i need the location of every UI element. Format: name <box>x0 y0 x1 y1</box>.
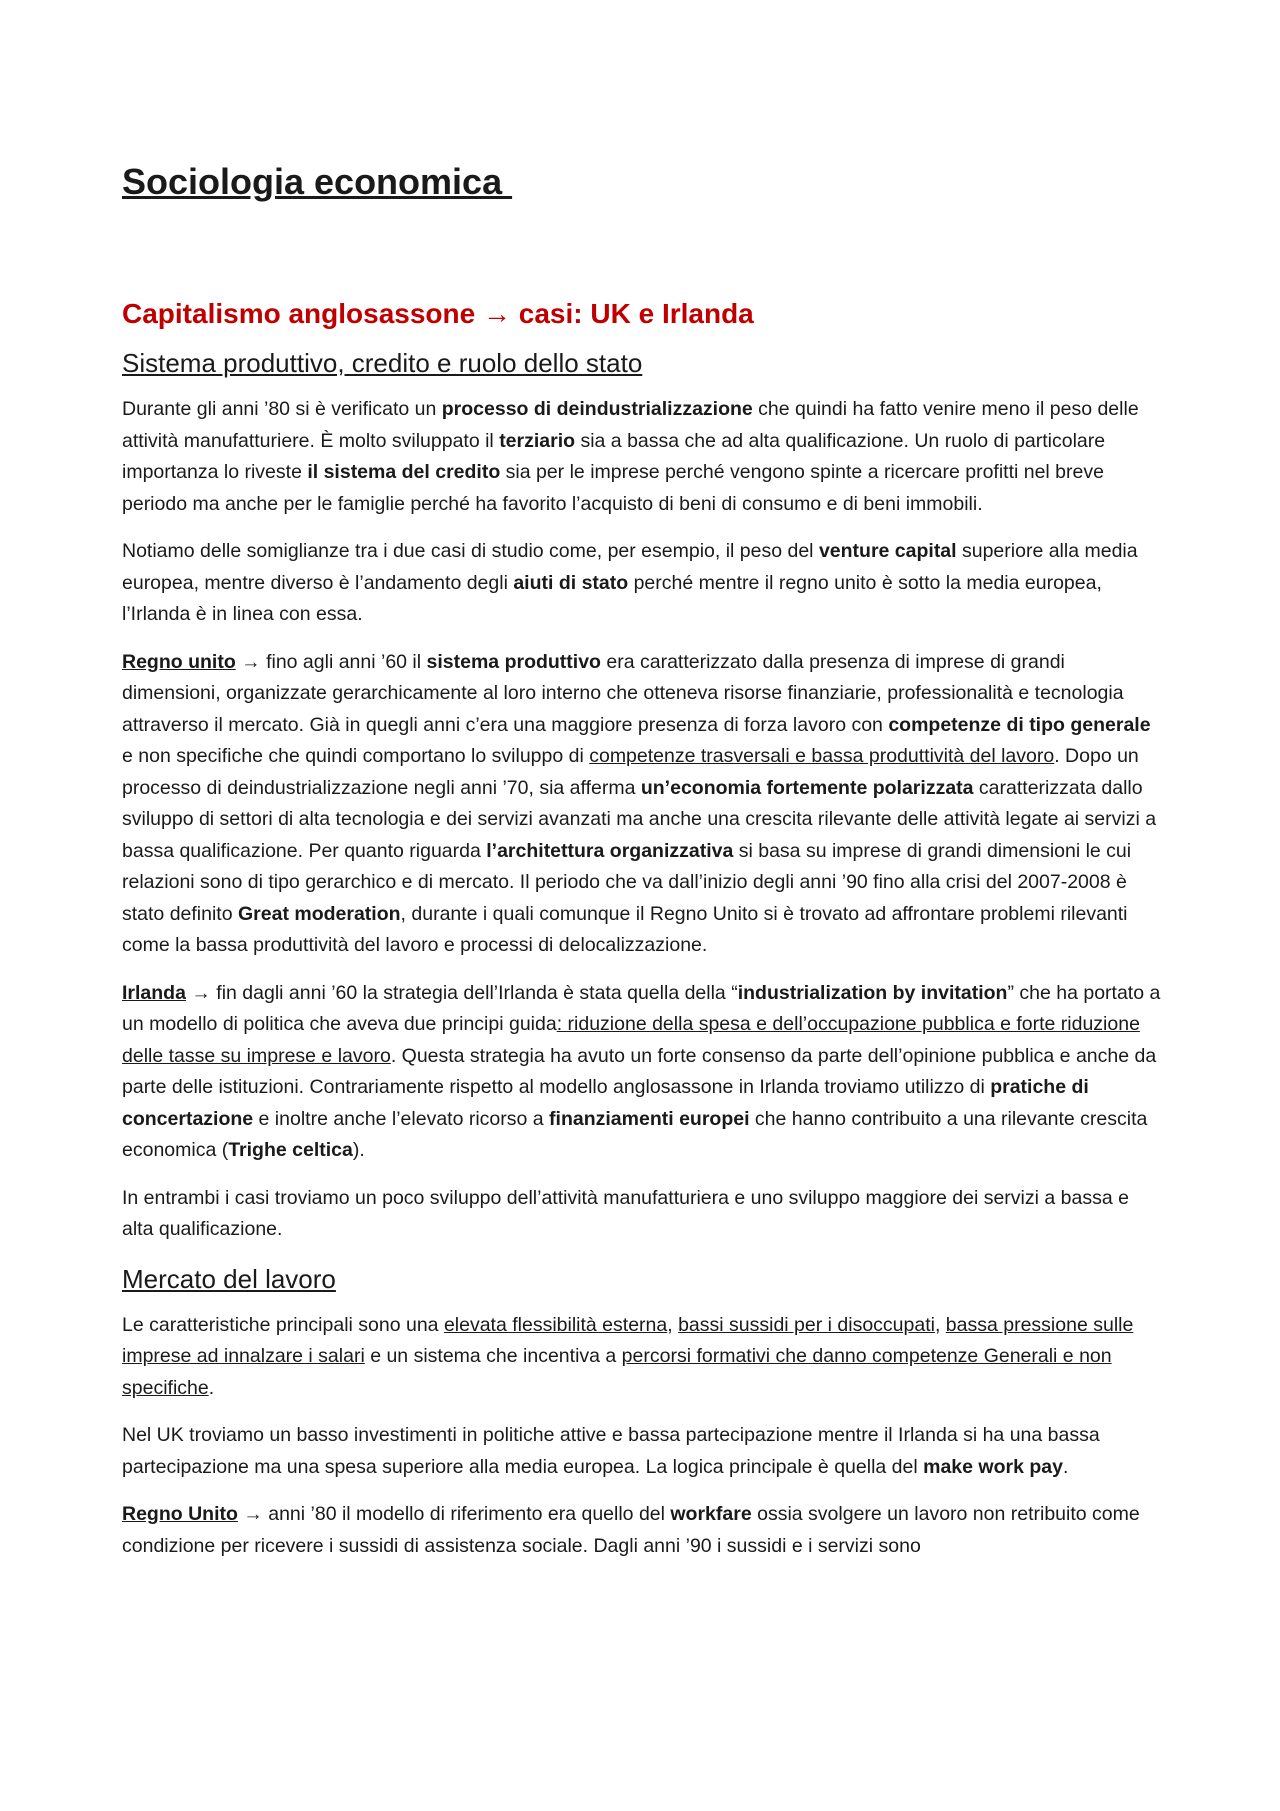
text-run: che quindi ha fatto venire meno il peso delle attività manufatturiere. È molto sviluppato il <box>122 398 1139 452</box>
bold-term: pratiche di concertazione <box>122 1076 1089 1130</box>
text-run: → fino agli anni ’60 il <box>235 650 427 673</box>
text-run: , durante i quali comunque il Regno Unito si è trovato ad affrontare problemi rilevanti come la bassa produttività del lavoro e processi di delocalizzazione. <box>122 902 1128 956</box>
text-run: superiore alla media europea, mentre diverso è l’andamento degli <box>122 540 1138 594</box>
paragraph <box>122 1420 1162 1483</box>
bold-term: finanziamenti europei <box>549 1107 750 1130</box>
underlined-bold-label: Regno Unito <box>122 1503 238 1525</box>
text-run: In entrambi i casi troviamo un poco sviluppo dell’attività manufatturiera e uno sviluppo maggiore dei servizi a bassa e alta qualificazione. <box>122 1186 1129 1240</box>
text-run: Nel UK troviamo un basso investimenti in politiche attive e bassa partecipazione mentre il Irlanda si ha una bassa partecipazione ma una spesa superiore alla media europea. La logica principale è quella del <box>122 1424 1100 1478</box>
text-run: . Questa strategia ha avuto un forte consenso da parte dell’opinione pubblica e anche da parte delle istituzioni. Contrariamente rispetto al modello anglosassone in Irlanda troviamo utilizzo di <box>122 1044 1157 1098</box>
text-run: , <box>667 1313 679 1336</box>
paragraph-regno-unito-lavoro <box>122 1499 1162 1562</box>
right-arrow-icon: → <box>483 298 511 329</box>
section-heading <box>122 296 1162 332</box>
bold-term: Great moderation <box>238 902 401 925</box>
bold-term: make work pay <box>923 1455 1063 1478</box>
text-run: perché mentre il regno unito è sotto la media europea, l’Irlanda è in linea con essa. <box>122 571 1102 625</box>
text-run: . <box>208 1376 215 1399</box>
paragraph <box>122 536 1162 631</box>
underlined-bold-label: Irlanda <box>122 981 186 1004</box>
underlined-text: elevata flessibilità esterna <box>443 1313 668 1336</box>
text-run: Notiamo delle somiglianze tra i due casi di studio come, per esempio, il peso del <box>122 540 819 562</box>
bold-term: industrialization by invitation <box>737 981 1008 1004</box>
section-heading-suffix: casi: UK e Irlanda <box>511 298 754 329</box>
text-run: , <box>934 1313 946 1336</box>
underlined-text: : riduzione della spesa e dell’occupazione pubblica e forte riduzione delle tasse su imprese e lavoro <box>122 1013 1140 1067</box>
bold-term: venture capital <box>818 540 957 562</box>
text-run: caratterizzata dallo sviluppo di settori di alta tecnologia e dei servizi avanzati ma anche una crescita rilevante delle attività legate ai servizi a bassa qualificazione. Per quanto riguarda <box>122 776 1157 862</box>
text-run: → anni ’80 il modello di riferimento era quello del <box>237 1503 671 1525</box>
text-run: . Dopo un processo di deindustrializzazione negli anni ’70, sia afferma <box>122 745 1139 799</box>
underlined-bold-label: Regno unito <box>122 650 236 673</box>
text-run: e non specifiche che quindi comportano lo sviluppo di <box>122 745 590 767</box>
text-run: Le caratteristiche principali sono una <box>122 1313 444 1336</box>
bold-term: competenze di tipo generale <box>888 713 1151 736</box>
text-run: che hanno contribuito a una rilevante crescita economica ( <box>122 1107 1148 1161</box>
text-run: ). <box>352 1139 365 1161</box>
bold-term: l’architettura organizzativa <box>486 839 734 862</box>
bold-term: workfare <box>670 1503 752 1525</box>
text-run: e inoltre anche l’elevato ricorso a <box>253 1107 550 1130</box>
text-run: e un sistema che incentiva a <box>364 1345 622 1367</box>
bold-term: sistema produttivo <box>426 650 601 673</box>
bold-term: un’economia fortemente polarizzata <box>640 776 974 799</box>
document-title: Sociologia economica <box>122 161 513 202</box>
text-run: si basa su imprese di grandi dimensioni le cui relazioni sono di tipo gerarchico e di mercato. Il periodo che va dall’inizio degli anni ’90 fino alla crisi del 2007-2008 è stato definito <box>122 839 1132 925</box>
paragraph-regno-unito <box>122 647 1162 962</box>
paragraph <box>122 1310 1162 1405</box>
bold-term: aiuti di stato <box>513 571 629 594</box>
text-run: . <box>1062 1455 1069 1478</box>
paragraph <box>122 1183 1162 1246</box>
text-run: Durante gli anni ’80 si è verificato un <box>122 398 442 420</box>
bold-term: Trighe celtica <box>228 1139 353 1161</box>
underlined-text: percorsi formativi che danno competenze Generali e non specifiche <box>122 1345 1112 1399</box>
text-run: era caratterizzato dalla presenza di imprese di grandi dimensioni, organizzate gerarchicamente al loro interno che otteneva risorse finanziarie, professionalità e tecnologia attraverso il mercato. Già in quegli anni c’era una maggiore presenza di forza lavoro con <box>122 650 1124 736</box>
text-run: ossia svolgere un lavoro non retribuito come condizione per ricevere i sussidi di assistenza sociale. Dagli anni ’90 i sussidi e i servizi sono <box>122 1503 1140 1557</box>
bold-term: terziario <box>499 429 576 452</box>
bold-term: il sistema del credito <box>307 461 501 483</box>
text-run: sia per le imprese perché vengono spinte a ricercare profitti nel breve periodo ma anche per le famiglie perché ha favorito l’acquisto di beni di consumo e di beni immobili. <box>122 461 1104 515</box>
text-run: sia a bassa che ad alta qualificazione. Un ruolo di particolare importanza lo riveste <box>122 429 1106 483</box>
paragraph-irlanda <box>122 978 1162 1167</box>
section-heading-prefix: Capitalismo anglosassone <box>122 298 483 329</box>
underlined-text: bassa pressione sulle imprese ad innalzare i salari <box>122 1313 1134 1367</box>
subheading-mercato-del-lavoro: Mercato del lavoro <box>122 1263 336 1294</box>
text-run: → fin dagli anni ’60 la strategia dell’Irlanda è stata quella della “ <box>185 981 738 1004</box>
paragraph <box>122 394 1162 520</box>
underlined-text: bassi sussidi per i disoccupati <box>678 1313 935 1336</box>
underlined-text: competenze trasversali e bassa produttività del lavoro <box>589 745 1055 767</box>
text-run: ” che ha portato a un modello di politica che aveva due principi guida <box>122 981 1161 1035</box>
subheading-sistema-produttivo: Sistema produttivo, credito e ruolo dello stato <box>122 348 643 378</box>
bold-term: processo di deindustrializzazione <box>441 398 753 420</box>
